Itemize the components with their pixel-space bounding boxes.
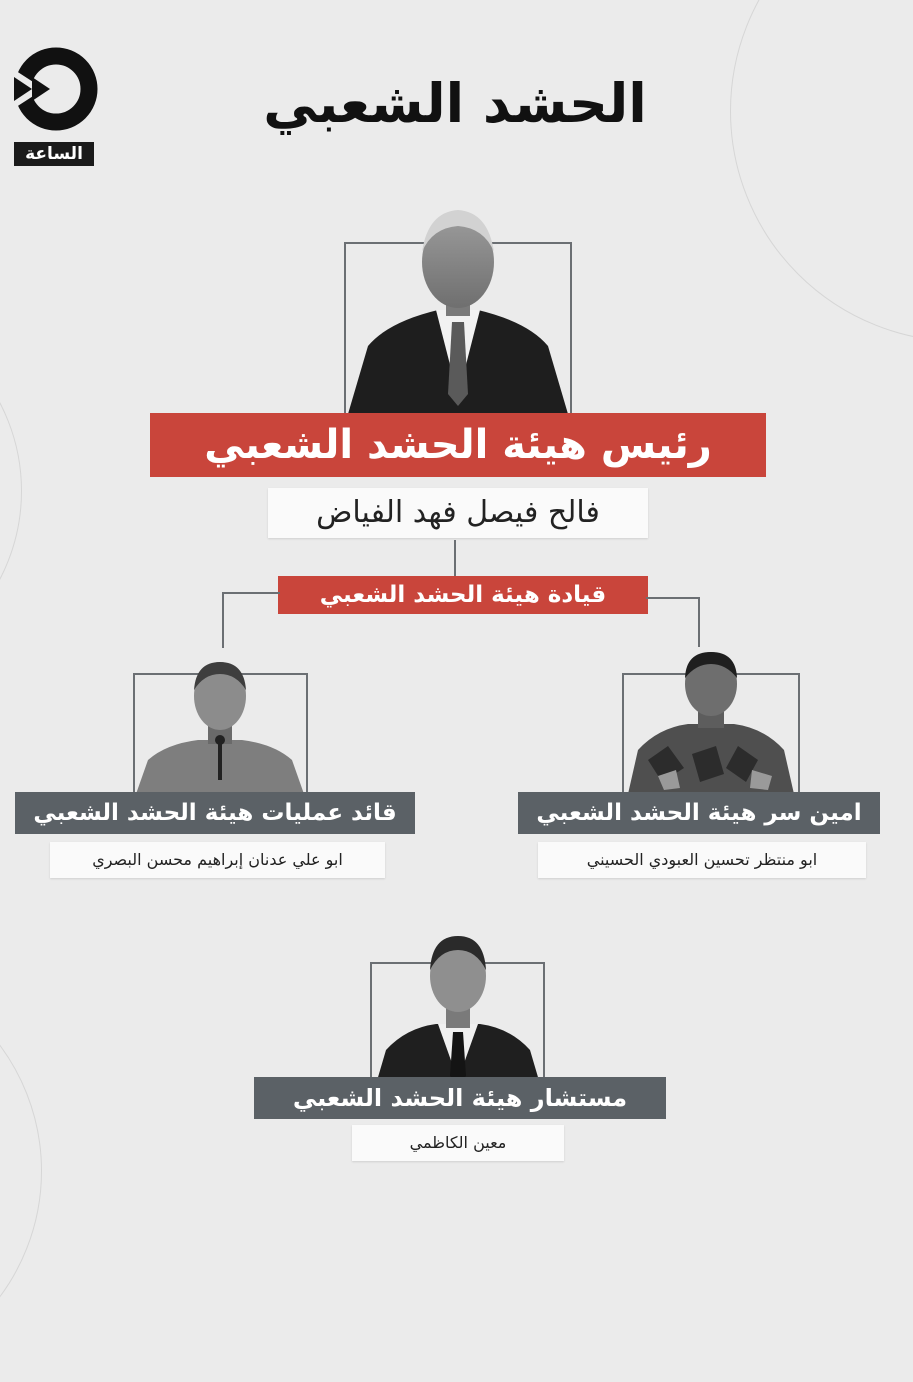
operations-role-label: قائد عمليات هيئة الحشد الشعبي — [15, 792, 415, 834]
background-circle-bottom-left — [0, 960, 42, 1382]
connector-drop-left — [222, 592, 224, 648]
leadership-label: قيادة هيئة الحشد الشعبي — [278, 576, 648, 614]
connector-chairman-leadership — [454, 540, 456, 576]
chairman-name-label: فالح فيصل فهد الفياض — [268, 488, 648, 538]
background-circle-left — [0, 300, 22, 682]
connector-branch-left — [222, 592, 280, 594]
secretary-name-label: ابو منتظر تحسين العبودي الحسيني — [538, 842, 866, 878]
advisor-role-label: مستشار هيئة الحشد الشعبي — [254, 1077, 666, 1119]
advisor-portrait-icon — [376, 930, 540, 1084]
chairman-portrait-icon — [348, 206, 568, 414]
secretary-role-label: امين سر هيئة الحشد الشعبي — [518, 792, 880, 834]
secretary-portrait-icon — [628, 650, 794, 794]
page-title: الحشد الشعبي — [263, 72, 647, 135]
connector-branch-right — [646, 597, 700, 599]
logo-label: الساعة — [14, 142, 94, 166]
advisor-name-label: معين الكاظمي — [352, 1125, 564, 1161]
connector-drop-right — [698, 597, 700, 647]
operations-name-label: ابو علي عدنان إبراهيم محسن البصري — [50, 842, 385, 878]
chairman-role-label: رئيس هيئة الحشد الشعبي — [150, 413, 766, 477]
operations-portrait-icon — [136, 656, 304, 794]
background-circle-right — [730, 0, 913, 342]
